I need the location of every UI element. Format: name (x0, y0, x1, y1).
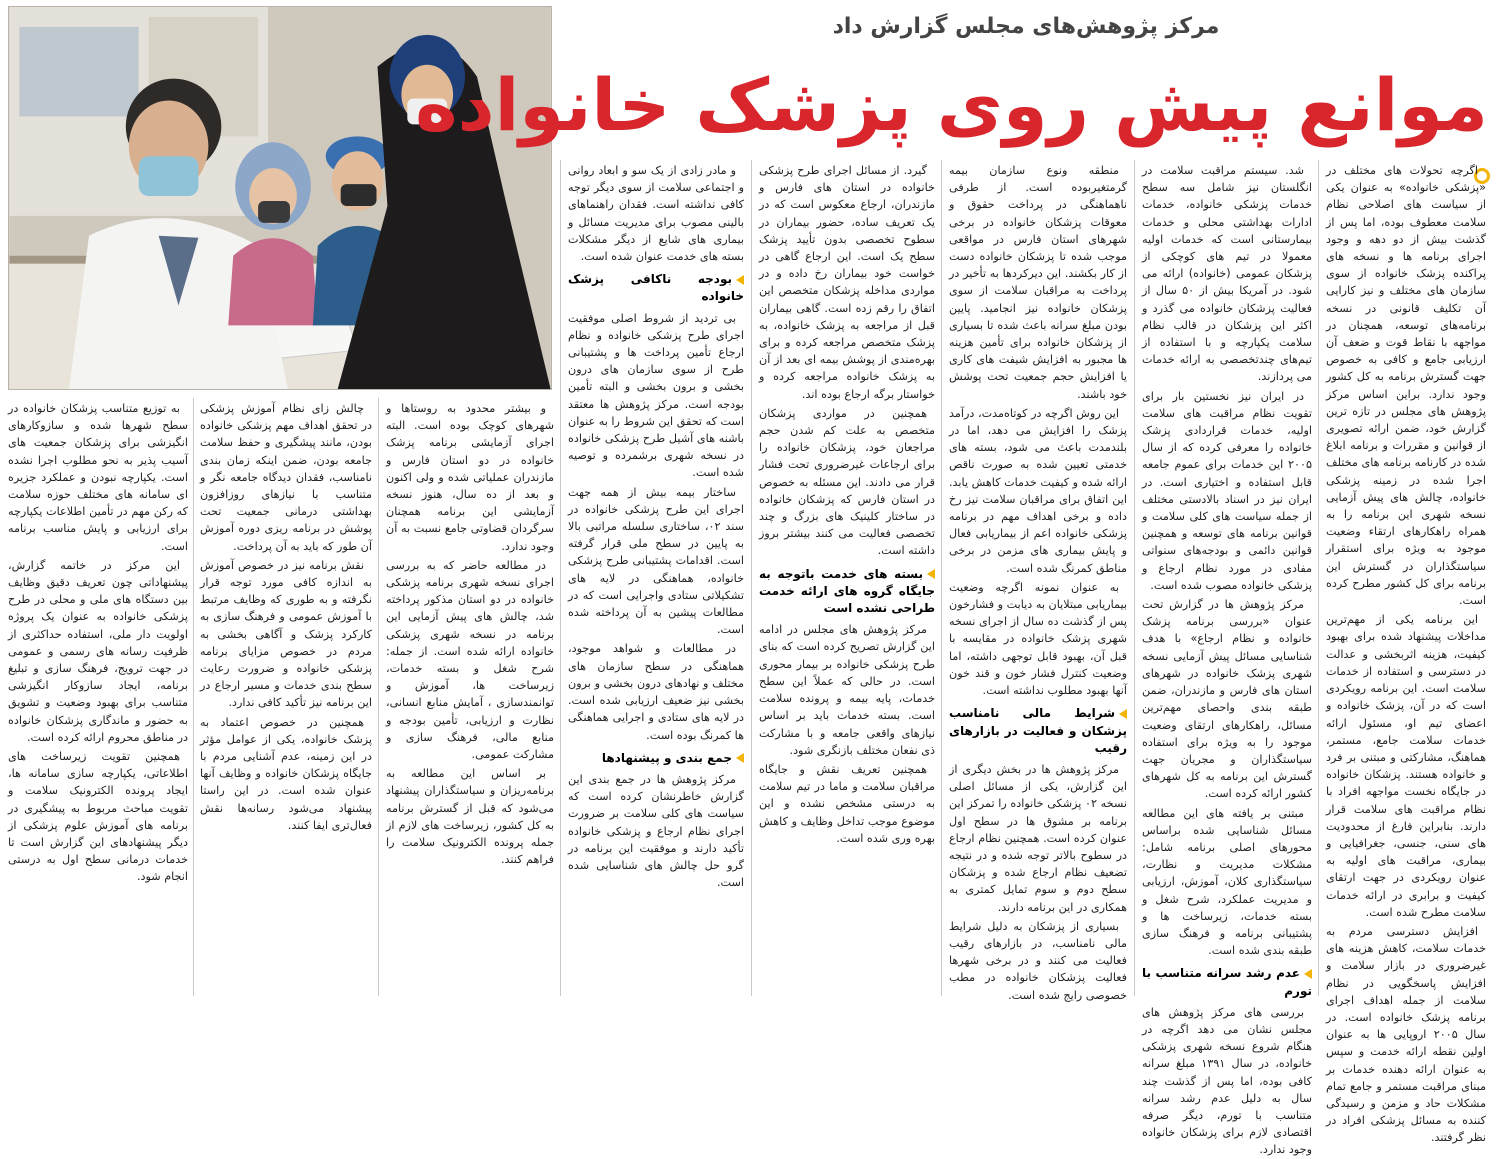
section-subhead: عدم رشد سرانه متناسب با تورم (1142, 965, 1312, 999)
text-column-6 (386, 400, 554, 996)
paragraph: این مرکز در خاتمه گزارش، پیشنهاداتی چون تعریف دقیق وظایف بین دستگاه های ملی و محلی در طرح پزشکی خانواده به عنوان یک پروژه اولویت دار ملی، استفاده حداکثری از ظرفیت رسانه های رسمی و عمومی در جهت ترویج، فرهنگ سازی و تبلیغ برنامه، ایجاد سازوکار انگیزشی متناسب برای بهبود وضعیت و تشویق به حضور و ماندگاری پزشکان خانواده در مناطق محروم ارائه کرده است. (8, 558, 188, 744)
paragraph: بسیاری از پزشکان به دلیل شرایط مالی نامناسب، در بازارهای رقیب فعالیت می کنند و در برخی شهرها فعالیت پزشکان خانواده در مطب خصوصی رایج شده است. (949, 919, 1127, 1002)
paragraph: افزایش دسترسی مردم به خدمات سلامت، کاهش هزینه های غیرضروری در بازار سلامت و افزایش پاسخگویی در نظام سلامت از جمله اهداف اجرای برنامه پزشک خانواده است. در سال ۲۰۰۵ اروپایی ها به عنوان اولین نقطه ارائه خدمت و سپس به عنوان ارائه دهنده خدمات بر مبنای مراقبت مستمر و جامع تمام مشکلات حاد و مزمن و رسیدگی کننده به مسائل پزشکی افراد در نظر گرفتند. (1326, 924, 1486, 1145)
paragraph: گیرد. از مسائل اجرای طرح پزشکی خانواده در استان های فارس و مازندران، ارجاع معکوس است که در یک تعریف ساده، حضور بیماران در سطوح تخصصی بدون تأیید پزشک سطح یک است. این ارجاع گاهی در خواست خود بیماران رخ داده و در مواردی مداخله پزشکان متخصص این اتفاق را رقم زده است. گاهی بیماران قبل از مراجعه به پزشک خانواده، به پزشک متخصص مراجعه کرده و برای بهره‌مندی از پوشش بیمه ای بعد از آن به پزشک خانواده مراجعه کرده و خواستار برگه ارجاع بوده اند. (759, 164, 935, 401)
paragraph: منطقه ونوع سازمان بیمه گرمتغیربوده است. از طرفی ناهماهنگی در پرداخت حقوق و معوقات پزشکان خانواده در برخی شهرهای استان فارس در مواقعی موجب شده تا پزشکان خانواده دست از کار بکشند. این دیرکردها به تأخیر در پرداخت به مراقبان سلامت از سوی پزشکان خانواده نیز انجامید. پایین بودن مبلغ سرانه باعث شده تا بسیاری از پزشکان خانواده برای تأمین هزینه ها مجبور به افزایش شیفت های کاری یا افزایش حجم جمعیت تحت پوشش خود باشند. (949, 164, 1127, 401)
paragraph: شد. سیستم مراقبت سلامت در انگلستان نیز شامل سه سطح خدمات پزشکی خانواده، خدمات ادارات بهداشتی محلی و خدمات بیمارستانی است که خدمات اولیه معمولا در تیم های کوچکی از پزشکان عمومی (خانواده) ارائه می شود. در آمریکا بیش از ۵۰ سال از فعالیت پزشکان خانواده می گذرد و اکثر این پزشکان در قالب نظام سلامت یکپارچه و با استفاده از تیم‌های چندتخصصی به ارائه خدمات می پردازند. (1142, 164, 1312, 384)
paragraph: نقش برنامه نیز در خصوص آموزش به اندازه کافی مورد توجه قرار نگرفته و به طوری که وظایف مرتبط با آموزش عمومی و فرهنگ سازی به کارکرد پزشک و آگاهی بخشی به مردم در خصوص مزایای برنامه پزشکی خانواده و ضرورت رعایت سطح بندی خدمات و مسیر ارجاع در این برنامه نیز تأکید کافی ندارد. (200, 558, 372, 710)
column-rule (751, 160, 752, 996)
article-kicker: مرکز پژوهش‌های مجلس گزارش داد (832, 14, 1220, 39)
paragraph: اگرچه تحولات های مختلف در «پزشکی خانواده» به عنوان یکی از سیاست های اصلاحی نظام سلامت معطوف بوده، اما پس از گذشت بیش از دو دهه و وجود اجرای برنامه ها و نسخه های پراکنده پزشک خانواده از سوی سازمان های مختلف و نیز کارایی آن تکلیف قانونی در نسخه برنامه‌های توسعه، همچنان در مواجهه با نقاط قوت و ضعف آن ارزیابی جامع و کافی به خصوص جهت گسترش برنامه به کل کشور وجود ندارد. براین اساس مرکز پژوهش های مجلس در تازه ترین گزارش خود، ضمن ارائه تصویری از قوانین و مقررات و برنامه ابلاغ شده در کارنامه برنامه های مختلف اجرا شده در زمینه پزشکی خانواده، چالش های پیش آزمایی نسخه شهری این برنامه را به همراه راهکارهای ارتقاء وضعیت موجود به ویژه برای استقرار سیاستگذاران در گسترش این برنامه برای کل کشور مطرح کرده است. (1326, 164, 1486, 608)
text-column-8 (8, 400, 188, 996)
paragraph: به توزیع متناسب پزشکان خانواده در سطح شهرها شده و سازوکارهای انگیزشی برای پزشکان جمعیت های آسیب پذیر به نحو مطلوب اجرا نشده است. یکپارچه نبودن و عملکرد جزیره ای سامانه های مختلف حوزه سلامت که رکن مهم در تأمین اطلاعات یکپارچه برای ارزیابی و پایش مناسب برنامه است. (8, 402, 188, 553)
paragraph: چالش زای نظام آموزش پزشکی در تحقق اهداف مهم پزشکی خانواده بودن، مانند پیشگیری و حفظ سلامت جامعه بودن، ضمن اینکه زمان بندی نامناسب، فقدان دیدگاه جامعه نگر و متناسب با نیازهای روزافزون بهداشتی درمانی جمعیت تحت پوشش در برنامه ریزی دوره آموزش آن طور که باید به آن پرداخت. (200, 402, 372, 553)
paragraph: این برنامه یکی از مهم‌ترین مداخلات پیشنهاد شده برای بهبود کیفیت، هزینه اثربخشی و عدالت در دسترسی و استفاده از خدمات سلامت است. این برنامه رویکردی است که در آن، پزشک خانواده و اعضای تیم او، مسئول ارائه خدمات سلامت جامع، مستمر، هماهنگ، مشارکتی و مبتنی بر فرد و خانواده هستند. پزشکان خانواده در جایگاه نخست مواجهه افراد با نظام مراقبت های سلامت قرار دارند. بنابراین فارغ از محدودیت های سنی، جنسی، جغرافیایی و بیماری، مراقبت های اولیه به عنوان رویکردی در جهت ارتقای کیفیت و برابری در ارائه خدمات سلامت مطرح شده است. (1326, 613, 1486, 919)
column-rule (941, 160, 942, 996)
column-rule (378, 398, 379, 996)
text-column-7 (200, 400, 372, 996)
column-rule (1318, 160, 1319, 996)
paragraph: در ایران نیز نخستین بار برای تقویت نظام مراقبت های سلامت اولیه، خدمات قراردادی پزشک خانواده را معرفی کرده که از سال ۲۰۰۵ این خدمات برای عموم جامعه قابل استفاده و اختیاری است. در ایران نیز در اسناد بالادستی مختلف از جمله سیاست های کلی سلامت و قوانین برنامه های توسعه و همچنین قوانین دائمی و بودجه‌های سنواتی مفادی در مورد نظام ارجاع و پزشکی خانواده مصوب شده است. (1142, 389, 1312, 592)
paragraph: ساختار بیمه بیش از همه جهت اجرای این طرح پزشکی خانواده در سند ۰۲، ساختاری سلسله مراتبی بالا به پایین در سطح ملی قرار گرفته است. اقدامات پشتیبانی طرح پزشکی خانواده، هماهنگی در لایه های تشکیلاتی ستادی واجرایی است که در مطالعات پیشین به آن پرداخته شده است. (568, 485, 744, 637)
text-column-3 (949, 162, 1127, 1002)
paragraph: مبتنی بر یافته های این مطالعه مسائل شناسایی شده براساس محورهای اصلی برنامه شامل: مشکلات مدیریت و نظارت، سیاستگذاری کلان، آموزش، ارزیابی و مدیریت عملکرد، شرح شغل و بسته خدمات، زیرساخت ها و پشتیبانی برنامه و فرهنگ سازی طبقه بندی شده است. (1142, 806, 1312, 958)
column-rule (1134, 160, 1135, 996)
column-rule (193, 398, 194, 996)
paragraph: و بیشتر محدود به روستاها و شهرهای کوچک بوده است. البته اجرای آزمایشی برنامه پزشک خانواده در دو استان فارس و مازندران عملیاتی شده و ولی اکنون و بعد از ده سال، هنوز نسخه آزمایشی این برنامه همچنان سرگردان قضاوتی جامع نسبت به آن وجود ندارد. (386, 402, 554, 553)
paragraph: بی تردید از شروط اصلی موفقیت اجرای طرح پزشکی خانواده و نظام ارجاع تأمین پرداخت ها و پشتیبانی طرح از سوی سازمان های درون بخشی و برون بخشی و البته تأمین بودجه است. مرکز پژوهش ها معتقد است که تحقق این شروط را به عنوان باشنه های آشیل طرح پزشکی خانواده در نسخه شهری برشمرده و توصیه شده است. (568, 311, 744, 480)
paragraph: و مادر زادی از یک سو و ابعاد روانی و اجتماعی سلامت از سوی دیگر توجه کافی نداشته است. فقدان راهنماهای بالینی مصوب برای مدیریت مسائل و بیماری های شایع از دیگر مشکلات بسته های خدمت عنوان شده است. (568, 164, 744, 264)
paragraph: مرکز پژوهش های مجلس در ادامه این گزارش تصریح کرده است که بنای طرح پزشکی خانواده بر بیمار محوری است. در حالی که عملاً این سطح خدمات، پایه بیمه و پرونده سلامت است. بسته خدمات باید بر اساس نیازهای واقعی جامعه و با مشارکت ذی نفعان مختلف بازنگری شود. (759, 623, 935, 757)
paragraph: همچنین در خصوص اعتماد به پزشک خانواده، یکی از عوامل مؤثر در این زمینه، عدم آشنایی مردم با جایگاه پزشکان خانواده و وظایف آنها عنوان شده است. در این راستا پیشنهاد می‌شود رسانه‌ها نقش فعال‌تری ایفا کنند. (200, 715, 372, 832)
text-column-5 (568, 162, 744, 996)
text-column-4 (759, 162, 935, 996)
section-subhead: بسته های خدمت باتوجه به جایگاه گروه های ارائه خدمت طراحی نشده است (759, 566, 935, 618)
article-headline: موانع پیش روی پزشک خانواده (415, 63, 1488, 147)
section-subhead: شرایط مالی نامناسب پزشکان و فعالیت در بازارهای رقیب (949, 705, 1127, 757)
paragraph: مرکز پژوهش ها در جمع بندی این گزارش خاطرنشان کرده است که سیاست های کلی سلامت بر ضرورت اجرای نظام ارجاع و پزشکی خانواده تأکید دارند و موفقیت این برنامه در گرو حل چالش های شناسایی شده است. (568, 772, 744, 890)
column-rule (560, 160, 561, 996)
paragraph: این روش اگرچه در کوتاه‌مدت، درآمد پزشک را افزایش می دهد، اما در بلندمدت باعث می شود، بسته های خدمتی تعیین شده به صورت ناقص ارائه شده و کیفیت خدمات کاهش یابد. این اتفاق برای مراقبان سلامت نیز رخ داده و برخی اهداف مهم در برنامه پزشکی خانواده اعم از بیماریابی فعال و پایش بیماری های مزمن در برخی مناطق کمرنگ شده است. (949, 406, 1127, 575)
paragraph: بر اساس این مطالعه به برنامه‌ریزان و سیاستگذاران پیشنهاد می‌شود که قبل از گسترش برنامه به کل کشور، زیرساخت های لازم از جمله پرونده الکترونیک سلامت را فراهم کنند. (386, 767, 554, 867)
text-column-1 (1326, 162, 1486, 1145)
paragraph: مرکز پژوهش ها در گزارش تحت عنوان «بررسی برنامه پزشک خانواده و نظام ارجاع» با هدف شناسایی مسائل پیش آزمایی نسخه شهری پزشک خانواده در شهرهای استان های فارس و مازندران، ضمن طبقه بندی واحصای مهم‌ترین مسائل، راهکارهای ارتقای وضعیت موجود را به ویژه برای استفاده سیاستگذاران و مجریان جهت گسترش این برنامه به کل شهرهای کشور ارائه کرده است. (1142, 598, 1312, 801)
paragraph: بررسی های مرکز پژوهش های مجلس نشان می دهد اگرچه در هنگام شروع نسخه شهری پزشکی خانواده، در سال ۱۳۹۱ مبلغ سرانه کافی بوده، اما پس از گذشت چند سال به دلیل عدم رشد سرانه متناسب با تورم، دیگر صرفه اقتصادی لازم برای پزشکان خانواده وجود ندارد. (1142, 1005, 1313, 1157)
paragraph: در مطالعه حاضر که به بررسی اجرای نسخه شهری برنامه پزشکی خانواده در دو استان مذکور پرداخته شد، چالش های پیش آزمایی این برنامه در نسخه شهری پزشکی خانواده ارائه شده است. از جمله: شرح شغل و بسته خدمات، زیرساخت ها، آموزش و توانمندسازی ، آمایش منابع انسانی، نظارت و ارزیابی، تأمین بودجه و منابع مالی، فرهنگ سازی و مشارکت عمومی. (386, 558, 554, 762)
paragraph: در مطالعات و شواهد موجود، هماهنگی در سطح سازمان های مختلف و نهادهای درون بخشی و برون بخشی نیز ضعیف ارزیابی شده است. در لایه های ستادی و اجرایی هماهنگی ها کمرنگ بوده است. (568, 642, 744, 742)
paragraph: به عنوان نمونه اگرچه وضعیت بیماریابی مبتلایان به دیابت و فشارخون پس از گذشت ده سال از اجرای نسخه شهری پزشک خانواده در مقایسه با قبل آن، بهبود قابل توجهی داشته، اما وضعیت کنترل فشار خون و قند خون آنها بهبود مطلوب نداشته است. (949, 580, 1127, 698)
paragraph: همچنین در مواردی پزشکان متخصص به علت کم شدن حجم مراجعان خود، پزشکان خانواده را برای ارجاعات غیرضروری تحت فشار قرار می دادند. این مسئله به خصوص در استان فارس که پزشکان خانواده در ساختار کلینیک های بزرگ و چند تخصصی فعالیت می کنند بیشتر بروز داشته است. (759, 406, 935, 558)
text-column-2 (1142, 162, 1313, 1157)
paragraph: همچنین تعریف نقش و جایگاه مراقبان سلامت و ماما در تیم سلامت به درستی مشخص نشده و این موضوع موجب تداخل وظایف و کاهش بهره وری شده است. (759, 762, 935, 845)
section-subhead: بودجه ناکافی پزشک خانواده (568, 271, 744, 305)
paragraph: مرکز پژوهش ها در بخش دیگری از این گزارش، یکی از مسائل اصلی نسخه ۰۲ پزشکی خانواده را تمرکز این برنامه بر مشوق ها در سطح اول عنوان کرده است. همچنین نظام ارجاع در سطوح بالاتر توجه شده و در نتیجه تضعیف نظام ارجاع شده و پزشکان سطح دوم و سوم تمایل کمتری به همکاری در این برنامه دارند. (949, 762, 1127, 914)
section-subhead: جمع بندی و پیشنهادها (568, 750, 744, 767)
paragraph: همچنین تقویت زیرساخت های اطلاعاتی، یکپارچه سازی سامانه ها، ایجاد پرونده الکترونیک سلامت و تقویت مباحث مربوط به پیشگیری در برنامه های آموزش علوم پزشکی از دیگر پیشنهادهای این گزارش است تا خدمات درمانی سطح اول به درستی انجام شود. (8, 750, 188, 884)
